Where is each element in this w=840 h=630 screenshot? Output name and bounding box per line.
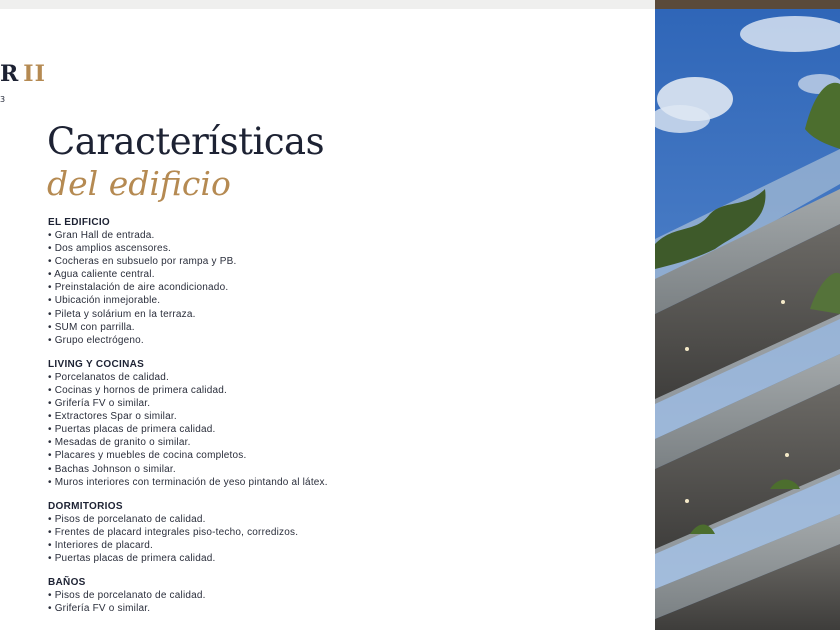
feature-list — [48, 371, 608, 489]
section-title: LIVING Y COCINAS — [48, 358, 145, 370]
feature-item: • Puertas placas de primera calidad. — [48, 423, 608, 436]
feature-item: • Frentes de placard integrales piso-techo, corredizos. — [48, 526, 608, 539]
feature-item: • Porcelanatos de calidad. — [48, 371, 608, 384]
features-list — [48, 216, 608, 626]
feature-item: • Pisos de porcelanato de calidad. — [48, 513, 608, 526]
feature-item: • Ubicación inmejorable. — [48, 294, 608, 307]
section-title: BAÑOS — [48, 577, 86, 589]
feature-item: • Pileta y solárium en la terraza. — [48, 308, 608, 321]
feature-item: • Muros interiores con terminación de yeso pintando al látex. — [48, 476, 608, 489]
section-banos — [48, 576, 608, 615]
feature-item: • Agua caliente central. — [48, 268, 608, 281]
feature-item: • Preinstalación de aire acondicionado. — [48, 281, 608, 294]
feature-item: • Gran Hall de entrada. — [48, 229, 608, 242]
feature-item: • Mesadas de granito o similar. — [48, 436, 608, 449]
feature-item: • Puertas placas de primera calidad. — [48, 552, 608, 565]
feature-item: • Extractores Spar o similar. — [48, 410, 608, 423]
feature-item: • Cocinas y hornos de primera calidad. — [48, 384, 608, 397]
feature-item: • Dos amplios ascensores. — [48, 242, 608, 255]
building-photo — [655, 9, 840, 630]
feature-item: • Placares y muebles de cocina completos. — [48, 449, 608, 462]
section-el-edificio — [48, 216, 608, 347]
page-subtitle: del edificio — [47, 164, 231, 203]
feature-item: • Pisos de porcelanato de calidad. — [48, 589, 608, 602]
page-title: Características — [47, 120, 325, 163]
logo-letter: R — [0, 61, 20, 87]
feature-item: • SUM con parrilla. — [48, 321, 608, 334]
building-illustration — [655, 9, 840, 630]
feature-list — [48, 589, 608, 615]
feature-item: • Bachas Johnson o similar. — [48, 463, 608, 476]
feature-list — [48, 229, 608, 347]
section-living-y-cocinas — [48, 358, 608, 489]
logo-numeral: II — [23, 61, 46, 87]
logo-subtext: 3 — [0, 95, 7, 104]
section-title: DORMITORIOS — [48, 500, 123, 512]
top-photo-strip — [655, 0, 840, 9]
brand-logo — [0, 62, 46, 86]
feature-item: • Cocheras en subsuelo por rampa y PB. — [48, 255, 608, 268]
feature-item: • Interiores de placard. — [48, 539, 608, 552]
section-dormitorios — [48, 500, 608, 565]
feature-item: • Grifería FV o similar. — [48, 602, 608, 615]
feature-list — [48, 513, 608, 565]
section-title: EL EDIFICIO — [48, 217, 111, 228]
feature-item: • Grifería FV o similar. — [48, 397, 608, 410]
feature-item: • Grupo electrógeno. — [48, 334, 608, 347]
